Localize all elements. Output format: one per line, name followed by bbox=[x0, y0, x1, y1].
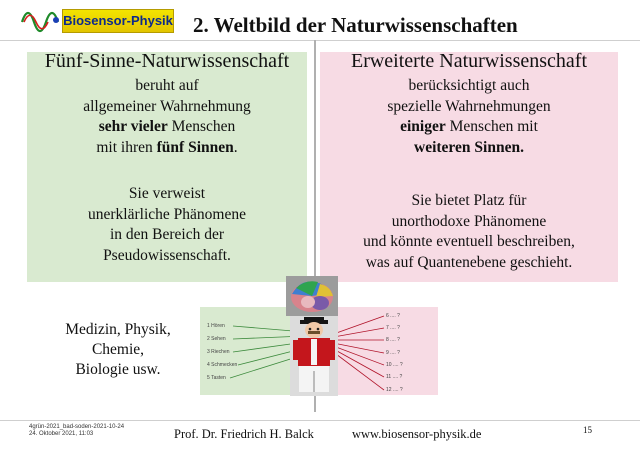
science-item: Chemie, bbox=[91, 341, 145, 358]
bold-text: fünf Sinnen bbox=[156, 138, 234, 156]
text-line: und könnte eventuell beschreiben, bbox=[363, 233, 575, 250]
bold-text: sehr vieler bbox=[98, 118, 168, 135]
text-line bbox=[27, 138, 307, 159]
sense-label: 2 Sehen bbox=[207, 336, 226, 342]
sense-label: 3 Riechen bbox=[207, 349, 230, 355]
brain-image bbox=[286, 276, 338, 316]
text: . bbox=[233, 138, 238, 156]
text-line: unerklärliche Phänomene bbox=[88, 205, 246, 223]
extra-sense-label: 8 .... ? bbox=[386, 337, 400, 343]
text-line: berücksichtigt auch bbox=[408, 77, 530, 94]
text-line: Sie bietet Platz für bbox=[411, 192, 527, 209]
text-line: was auf Quantenebene geschieht. bbox=[365, 253, 573, 271]
text-line: unorthodoxe Phänomene bbox=[391, 212, 547, 230]
page-title: 2. Weltbild der Naturwissenschaften bbox=[193, 13, 518, 37]
text-line: Sie verweist bbox=[128, 185, 206, 202]
left-heading: Fünf-Sinne-Naturwissenschaft bbox=[44, 50, 290, 72]
science-item: Medizin, Physik, bbox=[65, 321, 171, 338]
left-paragraph-2 bbox=[27, 184, 307, 266]
page-number: 15 bbox=[583, 425, 592, 435]
text-line: allgemeiner Wahrnehmung bbox=[83, 97, 251, 115]
extra-sense-label: 7 .... ? bbox=[386, 325, 400, 331]
logo-text: Biosensor-Physik bbox=[62, 9, 174, 33]
bold-text: weiteren Sinnen. bbox=[414, 138, 524, 156]
text: mit ihren bbox=[96, 138, 157, 156]
text-line bbox=[320, 138, 618, 159]
footer-date: 24. Oktober 2021, 11:03 bbox=[29, 431, 94, 437]
science-item: Biologie usw. bbox=[75, 361, 161, 378]
footer-author: Prof. Dr. Friedrich H. Balck bbox=[174, 427, 314, 441]
text-line: Pseudowissenschaft. bbox=[103, 246, 231, 264]
bold-text: einiger bbox=[400, 118, 446, 135]
text: Menschen mit bbox=[445, 118, 538, 135]
text-line: spezielle Wahrnehmungen bbox=[387, 97, 551, 115]
footer-file-info bbox=[29, 424, 124, 438]
text-line: beruht auf bbox=[135, 77, 199, 94]
header-divider bbox=[0, 40, 640, 41]
text-line bbox=[27, 117, 307, 138]
sense-label: 1 Hören bbox=[207, 323, 225, 329]
sine-wave-icon bbox=[20, 8, 64, 34]
right-heading: Erweiterte Naturwissenschaft bbox=[350, 50, 587, 72]
extra-sense-label: 11 .... ? bbox=[386, 374, 403, 380]
sciences-list bbox=[38, 320, 198, 380]
right-paragraph-2 bbox=[320, 191, 618, 273]
extra-sense-label: 10 .... ? bbox=[386, 362, 403, 368]
extra-sense-label: 9 .... ? bbox=[386, 350, 400, 356]
sense-label: 4 Schmecken bbox=[207, 362, 238, 368]
footer-divider bbox=[0, 420, 640, 421]
text-line bbox=[320, 117, 618, 138]
extra-sense-label: 6 .... ? bbox=[386, 313, 400, 319]
text-line: in den Bereich der bbox=[109, 226, 225, 243]
footer-website: www.biosensor-physik.de bbox=[352, 427, 482, 441]
footer-file: 4grün-2021_bad-soden-2021-10-24 bbox=[29, 424, 125, 430]
sense-label: 5 Tasten bbox=[207, 375, 226, 381]
extra-sense-label: 12 .... ? bbox=[386, 387, 403, 393]
toy-figure-image bbox=[290, 316, 338, 396]
right-paragraph-1 bbox=[320, 76, 618, 158]
left-paragraph-1 bbox=[27, 76, 307, 158]
text: Menschen bbox=[167, 118, 236, 135]
